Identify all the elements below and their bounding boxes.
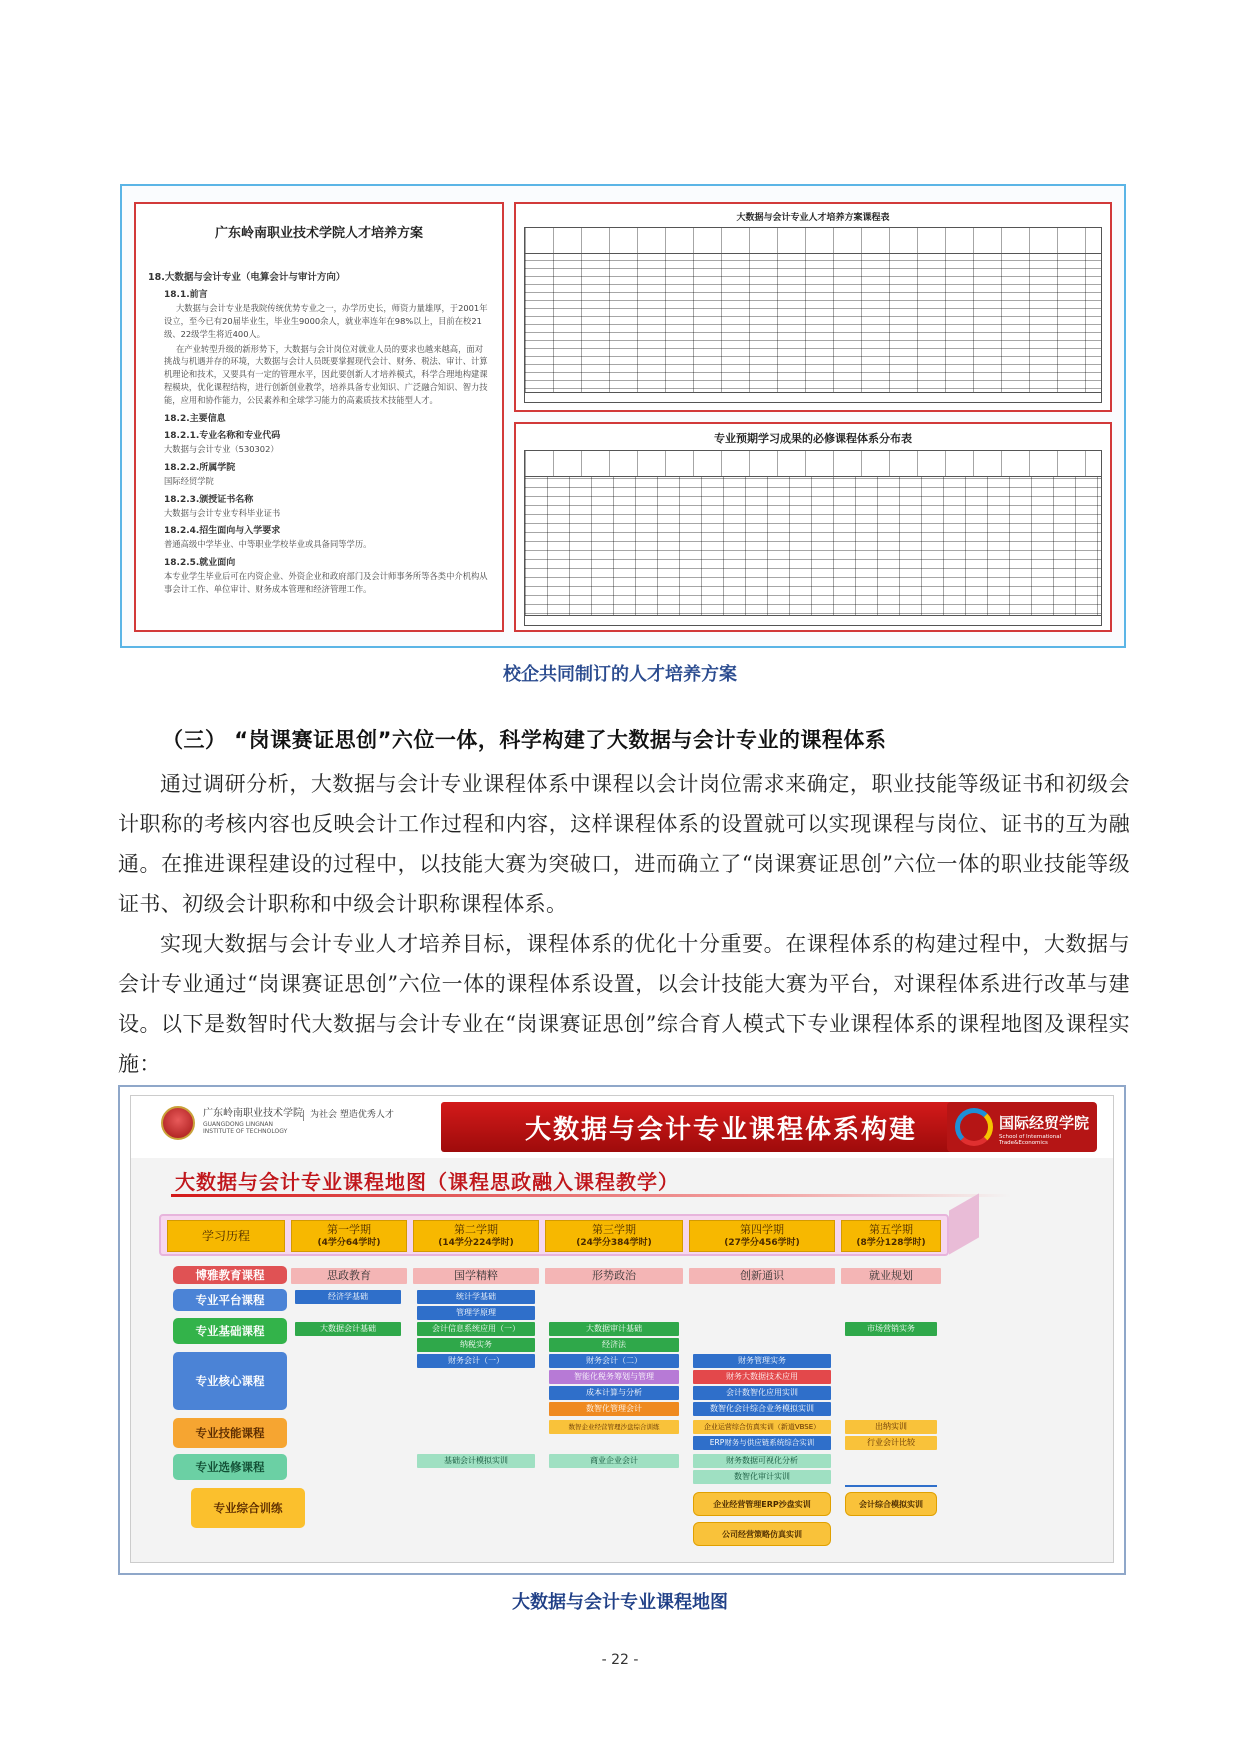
doc-subsection: 18.2.5.就业面向 (164, 558, 236, 569)
course-cell: 行业会计比较 (845, 1436, 937, 1450)
semester-4: 第四学期 (27学分456学时) (689, 1220, 835, 1252)
doc-section: 18.2.主要信息 (164, 413, 226, 424)
doc-subsection: 18.2.4.招生面向与入学要求 (164, 526, 281, 537)
course-cell: 数智企业经营管理沙盘综合训练 (549, 1420, 679, 1434)
course-cell: 国学精粹 (413, 1268, 539, 1284)
learning-outcomes-table (514, 422, 1112, 632)
course-cell: 财务会计（一） (417, 1354, 535, 1368)
doc-section: 18.1.前言 (164, 290, 208, 300)
course-cell: 基础会计模拟实训 (417, 1454, 535, 1468)
globe-icon (955, 1108, 993, 1146)
course-cell: 财务会计（二） (549, 1354, 679, 1368)
school-logo-icon (161, 1106, 195, 1140)
category-platform: 专业平台课程 (173, 1289, 287, 1311)
page-number: - 22 - (601, 1652, 639, 1668)
course-cell: 创新通识 (689, 1268, 835, 1284)
body-paragraph: 实现大数据与会计专业人才培养目标，课程体系的优化十分重要。在课程体系的构建过程中，大数据与会计专业通过“岗课赛证思创”六位一体的课程体系设置，以会计技能大赛为平台，对课程体系进行改革与建设。以下是数智时代大数据与会计专业在“岗课赛证思创”综合育人模式下专业课程体系的课程地图及课程实施： (118, 932, 1130, 1076)
tables-column (514, 202, 1112, 634)
course-cell: 纳税实务 (417, 1338, 535, 1352)
table-header (525, 228, 1101, 254)
course-cell: 财务管理实务 (693, 1354, 831, 1368)
table-title: 专业预期学习成果的必修课程体系分布表 (714, 432, 912, 445)
table-grid (524, 227, 1102, 403)
course-cell: 大数据会计基础 (295, 1322, 401, 1336)
table-header (525, 451, 1101, 477)
doc-paragraph: 在产业转型升级的新形势下，大数据与会计岗位对就业人员的要求也越来越高，面对挑战与机遇并存的环境，大数据与会计人员既要掌握现代会计、财务、税法、审计、计算机理论和技术，又要具有一定的管理水平，因此要创新人才培养模式，科学合理地构建课程模块，优化课程结构，进行创新创业教学，培养具备专业知识、广泛融合知识、智力技能，应用和协作能力，公民素养和全球学习能力的高素质技术技能型人才。 (164, 343, 488, 406)
training-pill: 企业经营管理ERP沙盘实训 (693, 1492, 831, 1516)
figure-caption: 校企共同制订的人才培养方案 (503, 664, 737, 685)
table-grid (524, 450, 1102, 626)
doc-paragraph: 国际经贸学院 (164, 475, 214, 486)
training-pill: 会计综合模拟实训 (845, 1492, 937, 1516)
course-cell: 财务大数据技术应用 (693, 1370, 831, 1384)
course-cell: 会计信息系统应用（一） (417, 1322, 535, 1336)
slide-banner: 大数据与会计专业课程体系构建 (441, 1102, 1001, 1152)
course-cell: 企业运营综合仿真实训（新道VBSE） (693, 1420, 831, 1434)
college-name: 国际经贸学院 (999, 1114, 1090, 1132)
college-logo (947, 1102, 1097, 1152)
course-cell: 数智化审计实训 (693, 1470, 831, 1484)
title-underline (171, 1194, 1011, 1197)
doc-paragraph: 大数据与会计专业专科毕业证书 (164, 507, 281, 518)
category-elective: 专业选修课程 (173, 1454, 287, 1480)
figure-caption: 大数据与会计专业课程地图 (512, 1592, 728, 1613)
body-paragraph: 通过调研分析，大数据与会计专业课程体系中课程以会计岗位需求来确定，职业技能等级证书和初级会计职称的考核内容也反映会计工作过程和内容，这样课程体系的设置就可以实现课程与岗位、证书的互为融通。在推进课程建设的过程中，以技能大赛为突破口，进而确立了“岗课赛证思创”六位一体的职业技能等级证书、初级会计职称和中级会计职称课程体系。 (118, 772, 1130, 916)
semester-2: 第二学期 (14学分224学时) (413, 1220, 539, 1252)
course-map-title: 大数据与会计专业课程地图（课程思政融入课程教学） (175, 1170, 679, 1194)
category-boya: 博雅教育课程 (173, 1266, 287, 1284)
course-cell: 数智化会计综合业务模拟实训 (693, 1402, 831, 1416)
category-basic: 专业基础课程 (173, 1318, 287, 1344)
course-cell: ERP财务与供应链系统综合实训 (693, 1436, 831, 1450)
semester-3: 第三学期 (24学分384学时) (545, 1220, 683, 1252)
talent-plan-document (134, 202, 504, 632)
doc-heading: 18.大数据与会计专业（电算会计与审计方向） (148, 272, 346, 283)
section-heading: （三） “岗课赛证思创”六位一体，科学构建了大数据与会计专业的课程体系 (162, 728, 887, 752)
college-name-en: School of International Trade&Economics (999, 1134, 1062, 1146)
doc-paragraph: 大数据与会计专业是我院传统优势专业之一，办学历史长，师资力量雄厚，于2001年设立，至今已有20届毕业生，毕业生9000余人，就业率连年在98%以上，目前在校21级、22级学生将近400人。 (164, 303, 488, 339)
course-cell: 市场营销实务 (845, 1322, 937, 1336)
school-name-en: GUANGDONG LINGNAN INSTITUTE OF TECHNOLOGY (203, 1121, 288, 1135)
course-cell: 成本计算与分析 (549, 1386, 679, 1400)
table-title: 大数据与会计专业人才培养方案课程表 (736, 213, 890, 223)
category-skill: 专业技能课程 (173, 1418, 287, 1448)
course-cell: 经济法 (549, 1338, 679, 1352)
course-cell: 统计学基础 (417, 1290, 535, 1304)
course-cell: 大数据审计基础 (549, 1322, 679, 1336)
course-map-slide (130, 1095, 1114, 1563)
course-map-figure (118, 1085, 1126, 1575)
course-schedule-table (514, 202, 1112, 412)
course-cell: 会计数智化应用实训 (693, 1386, 831, 1400)
school-name: 广东岭南职业技术学院 (203, 1108, 303, 1119)
course-cell: 智能化税务筹划与管理 (549, 1370, 679, 1384)
doc-paragraph: 大数据与会计专业（530302） (164, 443, 279, 454)
slide-header (131, 1096, 1113, 1158)
semester-1: 第一学期 (4学分64学时) (291, 1220, 407, 1252)
category-training: 专业综合训练 (191, 1488, 305, 1528)
course-cell: 出纳实训 (845, 1420, 937, 1434)
course-cell: 数智化管理会计 (549, 1402, 679, 1416)
doc-paragraph: 普通高级中学毕业、中等职业学校毕业或具备同等学历。 (164, 539, 372, 550)
category-core: 专业核心课程 (173, 1352, 287, 1410)
table-total-row (525, 392, 1101, 402)
course-cell: 管理学原理 (417, 1306, 535, 1320)
course-cell: 思政教育 (291, 1268, 407, 1284)
talent-plan-figure (120, 184, 1126, 648)
divider-line (845, 1485, 937, 1487)
course-cell: 商业企业会计 (549, 1454, 679, 1468)
doc-paragraph: 本专业学生毕业后可在内资企业、外资企业和政府部门及会计师事务所等各类中介机构从事会计工作、单位审计、财务成本管理和经济管理工作。 (164, 571, 488, 595)
training-pill: 公司经营策略仿真实训 (693, 1522, 831, 1546)
semester-bar-edge (949, 1193, 979, 1254)
doc-title: 广东岭南职业技术学院人才培养方案 (214, 226, 423, 241)
semester-5: 第五学期 (8学分128学时) (841, 1220, 941, 1252)
doc-subsection: 18.2.1.专业名称和专业代码 (164, 430, 281, 441)
course-cell: 经济学基础 (295, 1290, 401, 1304)
table-total-row (525, 615, 1101, 625)
doc-subsection: 18.2.3.颁授证书名称 (164, 494, 254, 505)
school-motto: 为社会 塑造优秀人才 (303, 1110, 394, 1121)
course-cell: 就业规划 (841, 1268, 941, 1284)
doc-subsection: 18.2.2.所属学院 (164, 462, 236, 473)
course-cell: 财务数据可视化分析 (693, 1454, 831, 1468)
course-cell: 形势政治 (545, 1268, 683, 1284)
timeline-label: 学习历程 (167, 1220, 285, 1252)
